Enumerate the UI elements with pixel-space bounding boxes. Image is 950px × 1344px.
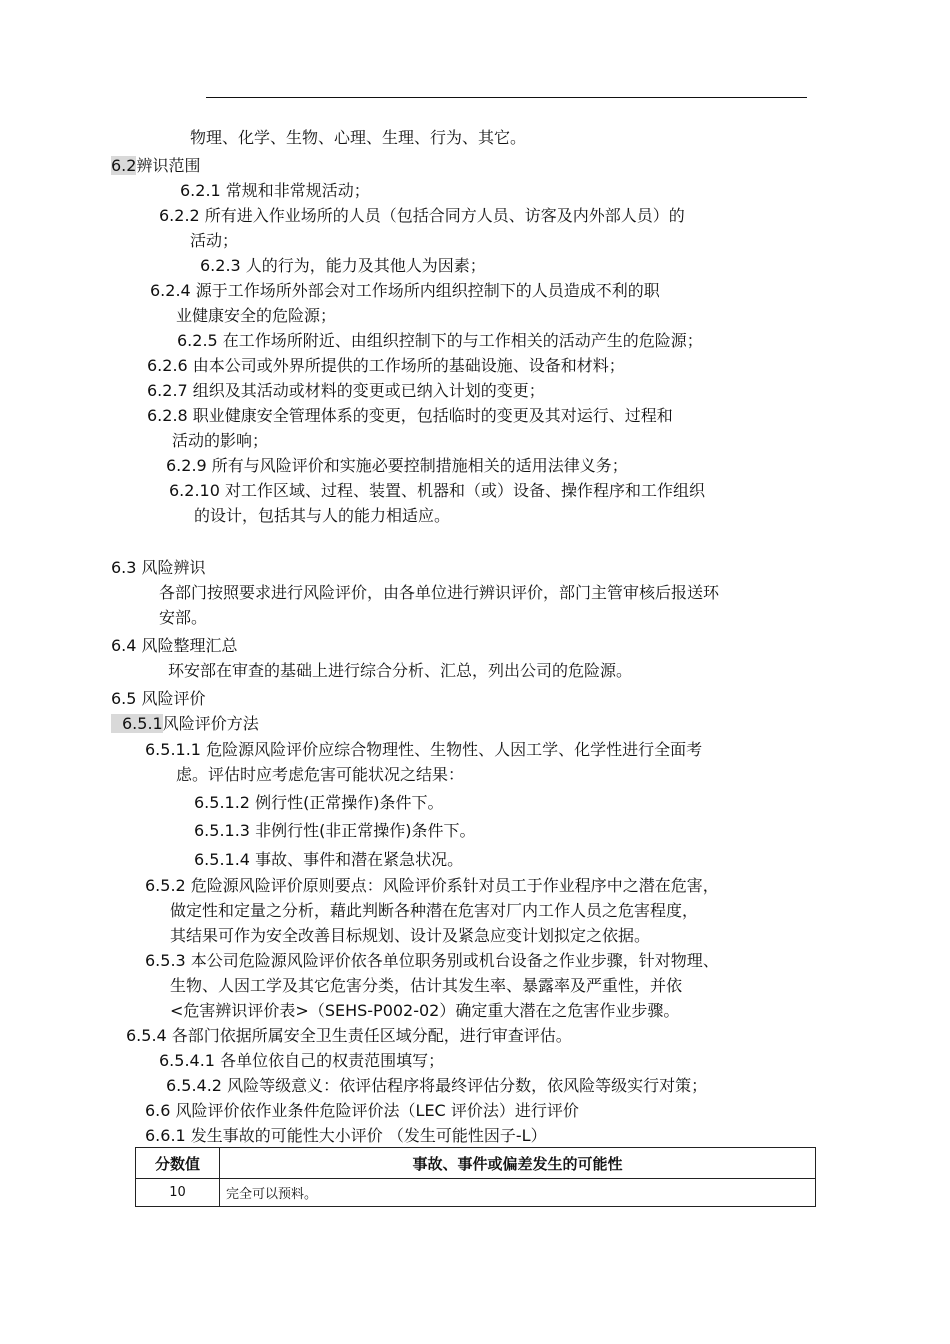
section-title: 风险评价方法: [162, 714, 259, 733]
text-line: 虑。评估时应考虑危害可能状况之结果：: [176, 765, 465, 784]
text-line: 6.2.3 人的行为，能力及其他人为因素；: [200, 256, 486, 275]
text-line: 活动的影响；: [172, 431, 269, 450]
table-cell-likelihood: 完全可以预料。: [220, 1179, 816, 1207]
text-line: 6.6 风险评价依作业条件危险评价法（LEC 评价法）进行评价: [145, 1101, 579, 1120]
text-line: 6.5.2 危险源风险评价原则要点：风险评价系针对员工于作业程序中之潜在危害，: [145, 876, 719, 895]
section-heading-6-4: 6.4 风险整理汇总: [111, 636, 238, 655]
text-line: 安部。: [159, 608, 208, 627]
text-line: 6.2.5 在工作场所附近、由组织控制下的与工作相关的活动产生的危险源；: [177, 331, 703, 350]
text-line: 物理、化学、生物、心理、生理、行为、其它。: [190, 128, 527, 147]
section-heading-6-2: [111, 155, 200, 177]
text-line: 6.2.10 对工作区域、过程、装置、机器和（或）设备、操作程序和工作组织: [169, 481, 705, 500]
text-line: 6.2.1 常规和非常规活动；: [180, 181, 370, 200]
text-line: 6.2.7 组织及其活动或材料的变更或已纳入计划的变更；: [147, 381, 545, 400]
text-line: 其结果可作为安全改善目标规划、设计及紧急应变计划拟定之依据。: [170, 926, 651, 945]
text-line: 6.2.6 由本公司或外界所提供的工作场所的基础设施、设备和材料；: [147, 356, 625, 375]
text-line: 环安部在审查的基础上进行综合分析、汇总，列出公司的危险源。: [168, 661, 633, 680]
section-number: 6.5.1: [111, 714, 163, 733]
section-heading-6-5: 6.5 风险评价: [111, 689, 206, 708]
text-line: 6.2.8 职业健康安全管理体系的变更，包括临时的变更及其对运行、过程和: [147, 406, 673, 425]
column-header-likelihood: 事故、事件或偏差发生的可能性: [220, 1148, 816, 1179]
text-line: 6.2.4 源于工作场所外部会对工作场所内组织控制下的人员造成不利的职: [150, 281, 660, 300]
section-number: 6.2: [111, 156, 137, 175]
text-line: 6.5.4 各部门依据所属安全卫生责任区域分配，进行审查评估。: [126, 1026, 572, 1045]
text-line: 6.5.4.1 各单位依自己的权责范围填写；: [159, 1051, 445, 1070]
text-line: 6.2.9 所有与风险评价和实施必要控制措施相关的适用法律义务；: [166, 456, 628, 475]
table-cell-score: 10: [136, 1179, 220, 1207]
text-line: <危害辨识评价表>（SEHS-P002-02）确定重大潜在之危害作业步骤。: [170, 1001, 680, 1020]
text-line: 业健康安全的危险源；: [176, 306, 337, 325]
lec-likelihood-table: [135, 1147, 816, 1207]
text-line: 6.5.1.4 事故、事件和潜在紧急状况。: [194, 850, 464, 869]
text-line: 做定性和定量之分析，藉此判断各种潜在危害对厂内工作人员之危害程度，: [170, 901, 699, 920]
text-line: 生物、人因工学及其它危害分类，估计其发生率、暴露率及严重性，并依: [170, 976, 683, 995]
table-row: [136, 1179, 816, 1207]
text-line: 6.5.3 本公司危险源风险评价依各单位职务别或机台设备之作业步骤，针对物理、: [145, 951, 719, 970]
text-line: 6.2.2 所有进入作业场所的人员（包括合同方人员、访客及内外部人员）的: [159, 206, 685, 225]
section-heading-6-5-1: [111, 713, 259, 735]
text-line: 活动；: [190, 231, 239, 250]
text-line: 6.5.1.2 例行性(正常操作)条件下。: [194, 793, 444, 812]
text-line: 6.5.1.1 危险源风险评价应综合物理性、生物性、人因工学、化学性进行全面考: [145, 740, 703, 759]
text-line: 6.5.1.3 非例行性(非正常操作)条件下。: [194, 821, 476, 840]
text-line: 各部门按照要求进行风险评价，由各单位进行辨识评价，部门主管审核后报送环: [159, 583, 720, 602]
table-header-row: [136, 1148, 816, 1179]
section-title: 辨识范围: [136, 156, 201, 175]
section-heading-6-3: 6.3 风险辨识: [111, 558, 206, 577]
text-line: 6.6.1 发生事故的可能性大小评价 （发生可能性因子-L）: [145, 1126, 547, 1145]
text-line: 6.5.4.2 风险等级意义：依评估程序将最终评估分数，依风险等级实行对策；: [166, 1076, 708, 1095]
column-header-score: 分数值: [136, 1148, 220, 1179]
header-rule: [206, 97, 807, 98]
text-line: 的设计，包括其与人的能力相适应。: [194, 506, 451, 525]
